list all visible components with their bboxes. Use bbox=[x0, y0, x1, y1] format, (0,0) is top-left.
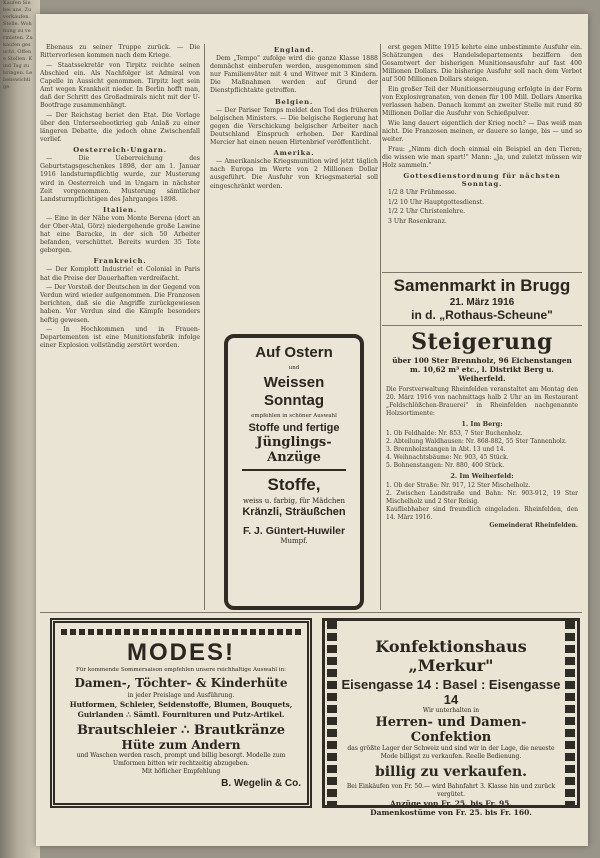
section-heading: Frankreich. bbox=[93, 257, 147, 266]
ad-border-rope bbox=[565, 621, 575, 805]
ad-text: Bei Einkäufen von Fr. 50.— wird Bahnfahrt 3. Klasse hin und zurück vergütet. bbox=[346, 783, 556, 798]
ad-border-bar bbox=[61, 629, 301, 635]
ad-address: Eisengasse 14 : Basel : Eisengasse 14 bbox=[341, 677, 561, 707]
ad-text: Hutformen, Schleier, Seidenstoffe, Blumen, Bouquets, Guirlanden ∴ Sämtl. Fournituren und Putz-Artikel. bbox=[69, 700, 293, 719]
column-rule bbox=[380, 44, 381, 610]
advertisement-ostern bbox=[224, 334, 364, 610]
section-heading: Amerika. bbox=[273, 149, 315, 158]
ad-text: Herren- und Damen-Confektion bbox=[375, 715, 527, 745]
ad-firm: B. Wegelin & Co. bbox=[221, 778, 301, 789]
paragraph: Dem „Tempo" zufolge wird die ganze Klasse 1888 demnächst einberufen werden, ausgenommen sind nur Familienväter mit 4 und Witwer mit 3 Kindern. Die Maßnahmen werden auf Grund der Dienstpflichtakte getroffen. bbox=[210, 55, 378, 95]
paragraph: Ein großer Teil der Munitionserzeugung erfolgte in der Form von Explosivgranaten, von denen für 100 Mill. Dollars Amerika verlassen haben. Danach kommt an zweiter Stelle mit rund 80 Millionen Dollar die Ausfuhr von Schießpulver. bbox=[382, 85, 582, 118]
auction-footer: Kaufliebhaber sind freundlich eingeladen. Rheinfelden, den 14. März 1916. bbox=[386, 506, 578, 521]
section-heading: Belgien. bbox=[274, 97, 314, 106]
horizontal-rule bbox=[382, 272, 582, 273]
notice-date: 21. März 1916 bbox=[449, 297, 515, 308]
paragraph: — Amerikanische Kriegsmunition wird jetzt täglich nach Europa im Werte von 2 Millionen Dollar ausgeführt. Die Ausfuhr von Kriegsmaterial soll eingeschränkt werden. bbox=[210, 158, 378, 190]
ad-text: in jeder Preislage und Ausführung. bbox=[127, 692, 235, 699]
book-spine bbox=[0, 0, 40, 858]
column-middle bbox=[210, 44, 378, 344]
paragraph: Frau: „Nimm dich doch einmal ein Beispiel an den Tieren; die wissen wie man spart!" Mann: „Ja, und zuletzt müssen wir Holz sammeln." bbox=[382, 145, 582, 169]
auction-item: 2. Abteilung Waldhausen: Nr. 868-882, 55 Ster Tannenholz. bbox=[386, 438, 567, 445]
ad-headline: MODES! bbox=[127, 639, 235, 666]
ad-text: weiss u. farbig, für Mädchen bbox=[242, 497, 346, 505]
ad-text: und Waschen werden rasch, prompt und billig besorgt. Modelle zum Umformen bitten wir rechtzeitig abzugeben. bbox=[76, 752, 286, 767]
horizontal-rule bbox=[40, 612, 582, 613]
ad-text: Mit höflicher Empfehlung bbox=[141, 768, 221, 775]
spine-text: Kaufen Sie bei uns. Zu verkaufen. Stelle. Wohnung zu vermieten. Zu kaufen gesucht. Offene Stellen. Kind Tag zu bringen. Lebenswichtige. bbox=[3, 0, 33, 90]
ad-text: Jünglings-Anzüge bbox=[256, 435, 332, 465]
ad-text: empfehlen in schöner Auswahl bbox=[251, 413, 337, 419]
section-heading: Gottesdienstordnung für nächsten Sonntag. bbox=[403, 171, 561, 188]
ad-text: Kränzli, Sträußchen bbox=[242, 506, 346, 518]
section-heading: Oesterreich-Ungarn. bbox=[73, 146, 167, 155]
samenmarkt-notice bbox=[382, 276, 582, 530]
auction-item: 3. Brennholzstangen in Abt. 13 und 14. bbox=[386, 446, 506, 453]
list-item: 3 Uhr Rosenkranz. bbox=[388, 217, 447, 225]
auction-text: Die Forstverwaltung Rheinfelden veranstaltet am Montag den 20. März 1916 von nachmittags halb 2 Uhr an im Restaurant „Feldschlößchen-Brauerei" in Rheinfelden nachgenannte Holzsortimente: bbox=[386, 386, 578, 417]
section-heading: Italien. bbox=[103, 205, 137, 214]
section-heading: England. bbox=[273, 46, 315, 54]
paragraph: — Der Komplott Industrie! et Colonial in Paris hat die Preise der Dauerhaften verdreifacht. bbox=[40, 266, 200, 282]
auction-item: 1. Ob der Straße: Nr. 917, 12 Ster Mischelholz. bbox=[386, 482, 531, 489]
ad-firm: F. J. Güntert-Huwiler bbox=[242, 525, 346, 537]
ad-text: Stoffe, bbox=[267, 475, 321, 494]
horizontal-rule bbox=[382, 325, 582, 326]
auction-section: 2. Im Weiherfeld: bbox=[450, 472, 514, 480]
auction-item: 1. Ob Feldhalde: Nr. 853, 7 Ster Buchenholz. bbox=[386, 430, 523, 437]
ad-divider bbox=[242, 469, 346, 471]
ad-text: Für kommende Sommersaison empfehlen unsere reichhaltige Auswahl in: bbox=[75, 667, 287, 673]
paragraph: — Der Reichstag beriet den Etat. Die Vorlage über den Unterseebootkrieg gab Anlaß zu einer längeren Debatte, die jedoch ohne Zwischenfall verlief. bbox=[40, 111, 200, 144]
ad-price: Damenkostüme von Fr. 25. bis Fr. 160. bbox=[370, 808, 532, 817]
notice-place: in d. „Rothaus-Scheune" bbox=[411, 308, 553, 322]
auction-item: 4. Weihnachtsbäume: Nr. 903, 45 Stück. bbox=[386, 454, 509, 461]
auction-signature: Gemeinderat Rheinfelden. bbox=[489, 522, 578, 529]
auction-item: 2. Zwischen Landstraße und Bahn: Nr. 903-912, 19 Ster Mischelholz und 2 Ster Reisig. bbox=[386, 490, 578, 505]
ad-text: das größte Lager der Schweiz und sind wir in der Lage, die neueste Mode billigst zu verkaufen. Reelle Bedienung. bbox=[347, 745, 555, 760]
auction-body bbox=[382, 386, 582, 530]
column-rule bbox=[204, 44, 205, 610]
paragraph: — Die Ueberreichung des Geburtstagsgeschenkes 1898, der am 1. Januar 1916 landsturmpflichtig wurde, zur Musterung wird in Oesterreich und in Ungarn in nächster Zeit vorgenommen. Musterung sämtlicher Landsturmpflichtigen des Jahrganges 1898. bbox=[40, 155, 200, 203]
ad-text: Hüte zum Andern bbox=[121, 738, 241, 752]
ad-text: Wir unterhalten in bbox=[422, 707, 480, 714]
ad-text: und bbox=[288, 365, 300, 371]
ad-headline: Weissen Sonntag bbox=[263, 374, 325, 409]
auction-subtitle: über 100 Ster Brennholz, 96 Eichenstangen m. 10,62 m³ etc., l. Distrikt Berg u. Weiherfeld. bbox=[392, 356, 572, 383]
list-item: 1/2 8 Uhr Frühmesse. bbox=[388, 189, 457, 197]
ad-border-rope bbox=[327, 621, 337, 805]
newspaper-page bbox=[36, 14, 588, 846]
ad-price: Anzüge von Fr. 25. bis Fr. 95. bbox=[389, 799, 513, 808]
paragraph: — Der Vorstoß der Deutschen in der Gegend von Verdun wird wieder aufgenommen. Die Franzosen berichten, daß sie die Angriffe zurückgewiesen haben. Vor Verdun sind die Kämpfe besonders heftig gewesen. bbox=[40, 284, 200, 324]
paragraph: Ebenaus zu seiner Truppe zurück. — Die Rittervorlesen kommen nach dem Kriege. bbox=[40, 44, 200, 60]
ad-headline: Konfektionshaus „Merkur" bbox=[375, 637, 527, 675]
ad-place: Mumpf. bbox=[280, 537, 308, 545]
list-item: 1/2 2 Uhr Christenlehre. bbox=[388, 208, 466, 216]
paragraph: — Eine in der Nähe vom Monte Berena (dort an der Ober-Atal, Görz) niedergehende große Lawine hat eine Baracke, in der sich 50 Arbeiter befanden, verschüttet. Bereits wurden 35 Tote geborgen. bbox=[40, 214, 200, 255]
ad-text: billig zu verkaufen. bbox=[374, 764, 528, 780]
advertisement-modes bbox=[50, 618, 312, 808]
ad-text: Stoffe und fertige bbox=[248, 422, 340, 434]
list-item: 1/2 10 Uhr Hauptgottesdienst. bbox=[388, 198, 485, 206]
auction-section: 1. Im Berg: bbox=[461, 420, 503, 428]
ad-headline: Auf Ostern bbox=[255, 344, 333, 361]
paragraph: — Der Pariser Temps meldet den Tod des früheren belgischen Ministers. — Die belgische Regierung hat gegen die Verschickung belgischer Arbeiter nach Deutschland Einspruch erhoben. Der Kardinal Mercier hat einen neuen Hirtenbrief veröffentlicht. bbox=[210, 106, 378, 147]
column-left bbox=[40, 44, 200, 610]
notice-title: Samenmarkt in Brugg bbox=[393, 276, 571, 295]
paragraph: — In Hochkommen und in Frauen-Departementen ist eine Munitionsfabrik infolge einer Explosion vollständig zerstört worden. bbox=[40, 326, 200, 350]
paragraph: erst gegen Mitte 1915 kehrte eine unbestimmte Ausfuhr ein. Schätzungen des Handelsdepartements beziffern den Gesamtwert der bisherigen Munitionsausfuhr auf fast 400 Millionen Dollars. Die bisherige Ausfuhr soll nach dem Verbot auf 500 Millionen Dollars steigen. bbox=[382, 44, 582, 84]
auction-item: 5. Bohnenstangen: Nr. 880, 400 Stück. bbox=[386, 462, 505, 469]
auction-title: Steigerung bbox=[411, 329, 553, 355]
column-right bbox=[382, 44, 582, 274]
paragraph: Wie lang dauert eigentlich der Krieg noch? — Das weiß man nicht. Die Franzosen meinen, er dauere so lange, bis — und so weiter. bbox=[382, 119, 582, 144]
advertisement-merkur bbox=[322, 618, 580, 817]
ad-text: Brautschleier ∴ Brautkränze bbox=[76, 723, 286, 738]
paragraph: — Staatssekretär von Tirpitz reichte seinen Abschied ein. Als Nachfolger ist Admiral von Capelle in Aussicht genommen. Tirpitz legt sein Amt wegen Krankheit nieder. In Berlin hofft man, daß der Schritt des Großadmirals nicht mit der U-Bootfrage zusammenhängt. bbox=[40, 61, 200, 110]
ad-text: Damen-, Töchter- & Kinderhüte bbox=[74, 676, 288, 690]
